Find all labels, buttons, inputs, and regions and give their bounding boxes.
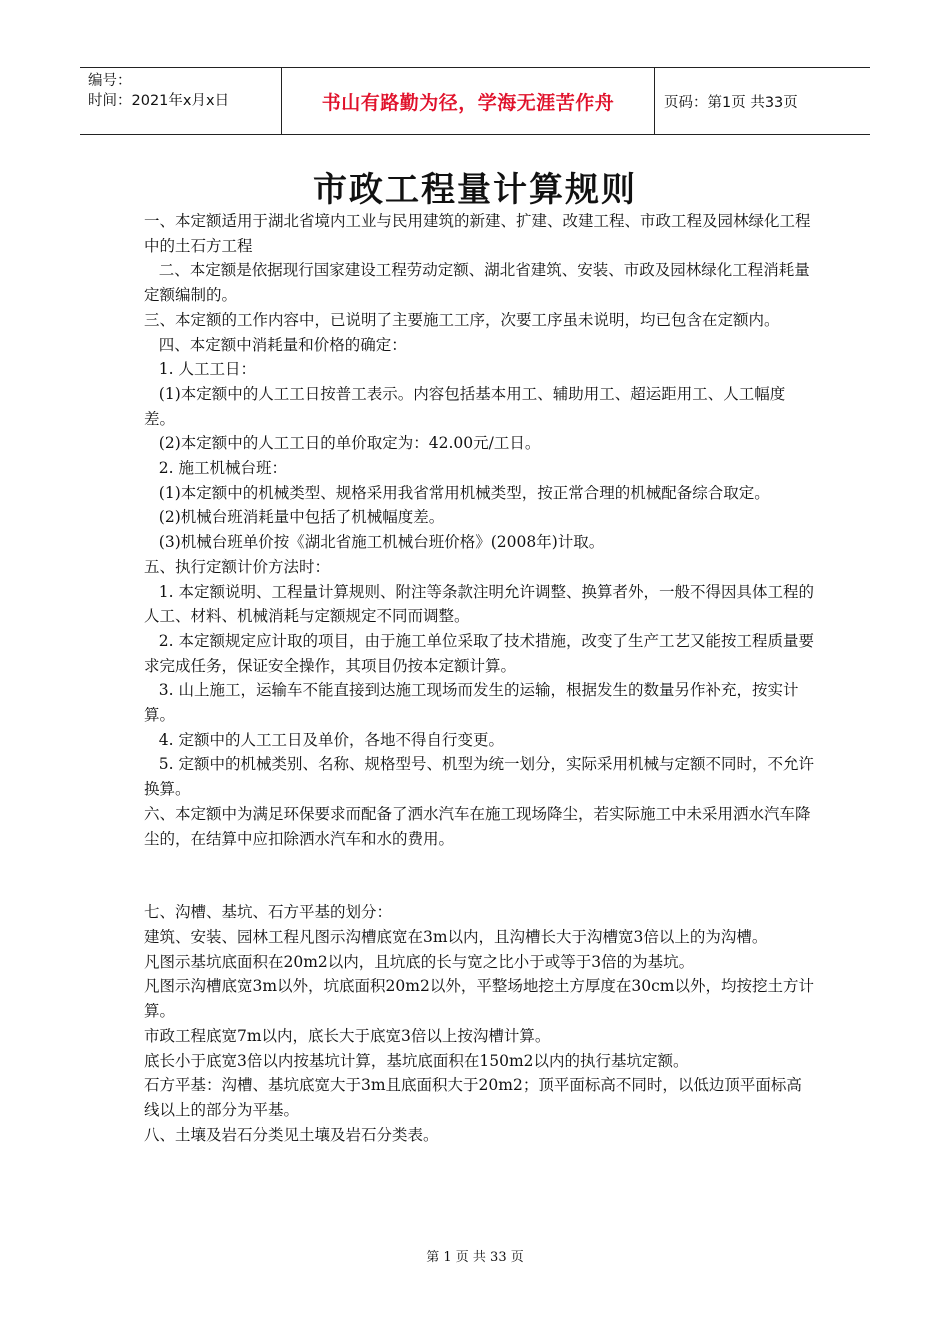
- body-paragraph: (2)机械台班消耗量中包括了机械幅度差。: [144, 508, 445, 527]
- page-header: [80, 67, 870, 135]
- body-paragraph: 四、本定额中消耗量和价格的确定：: [144, 335, 407, 354]
- body-paragraph: (2)本定额中的人工工日的单价取定为：42.00元/工日。: [144, 434, 541, 453]
- body-paragraph: 三、本定额的工作内容中，已说明了主要施工工序，次要工序虽未说明，均已包含在定额内。: [144, 310, 780, 329]
- body-section-top: [144, 209, 814, 851]
- body-paragraph: (1)本定额中的人工工日按普工表示。内容包括基本用工、辅助用工、超运距用工、人工幅度差。: [144, 384, 786, 428]
- body-paragraph: 七、沟槽、基坑、石方平基的划分：: [144, 903, 393, 922]
- body-paragraph: 2. 施工机械台班：: [144, 459, 287, 478]
- page-info: 页码：第1页 共33页: [664, 94, 798, 111]
- body-paragraph: 六、本定额中为满足环保要求而配备了洒水汽车在施工现场降尘，若实际施工中未采用洒水汽车降尘的，在结算中应扣除洒水汽车和水的费用。: [144, 804, 811, 848]
- body-paragraph: (3)机械台班单价按《湖北省施工机械台班价格》(2008年)计取。: [144, 533, 605, 552]
- serial-number-label: 编号：: [88, 73, 132, 89]
- document-title: 市政工程量计算规则: [313, 170, 637, 210]
- page-footer: 第 1 页 共 33 页: [426, 1250, 524, 1265]
- body-paragraph: 八、土壤及岩石分类见土壤及岩石分类表。: [144, 1125, 439, 1144]
- body-paragraph: 凡图示基坑底面积在20m2以内，且坑底的长与宽之比小于或等于3倍的为基坑。: [144, 952, 695, 971]
- blank-gap: [144, 851, 814, 900]
- body-paragraph: 1. 本定额说明、工程量计算规则、附注等条款注明允许调整、换算者外，一般不得因具体工程的人工、材料、机械消耗与定额规定不同而调整。: [144, 582, 814, 626]
- header-meta: [80, 68, 281, 134]
- body-paragraph: 凡图示沟槽底宽3m以外，坑底面积20m2以外，平整场地挖土方厚度在30cm以外，均按挖土方计算。: [144, 977, 814, 1021]
- body-paragraph: 二、本定额是依据现行国家建设工程劳动定额、湖北省建筑、安装、市政及园林绿化工程消耗量定额编制的。: [144, 261, 810, 305]
- body-paragraph: (1)本定额中的机械类型、规格采用我省常用机械类型，按正常合理的机械配备综合取定。: [144, 483, 770, 502]
- body-section-bottom: [144, 900, 814, 1147]
- body-paragraph: 建筑、安装、园林工程凡图示沟槽底宽在3m以内，且沟槽长大于沟槽宽3倍以上的为沟槽。: [144, 927, 768, 946]
- body-paragraph: 五、执行定额计价方法时：: [144, 557, 331, 576]
- body-paragraph: 4. 定额中的人工工日及单价，各地不得自行变更。: [144, 730, 504, 749]
- body-paragraph: 2. 本定额规定应计取的项目，由于施工单位采取了技术措施，改变了生产工艺又能按工程质量要求完成任务，保证安全操作，其项目仍按本定额计算。: [144, 631, 814, 675]
- body-paragraph: 市政工程底宽7m以内，底长大于底宽3倍以上按沟槽计算。: [144, 1026, 551, 1045]
- time-label: 时间：2021年x月x日: [88, 93, 230, 109]
- document-body: [144, 209, 814, 1147]
- body-paragraph: 一、本定额适用于湖北省境内工业与民用建筑的新建、扩建、改建工程、市政工程及园林绿化工程中的土石方工程: [144, 212, 811, 255]
- header-page-info-cell: [655, 68, 870, 134]
- header-motto-cell: [281, 68, 655, 134]
- body-paragraph: 3. 山上施工，运输车不能直接到达施工现场而发生的运输，根据发生的数量另作补充，按实计算。: [144, 681, 799, 725]
- body-paragraph: 底长小于底宽3倍以内按基坑计算，基坑底面积在150m2以内的执行基坑定额。: [144, 1051, 689, 1070]
- body-paragraph: 石方平基：沟槽、基坑底宽大于3m且底面积大于20m2；顶平面标高不同时，以低边顶平面标高线以上的部分为平基。: [144, 1076, 802, 1119]
- body-paragraph: 1. 人工工日：: [144, 360, 256, 379]
- body-paragraph: 5. 定额中的机械类别、名称、规格型号、机型为统一划分，实际采用机械与定额不同时，不允许换算。: [144, 755, 814, 799]
- motto-text: 书山有路勤为径，学海无涯苦作舟: [321, 91, 615, 114]
